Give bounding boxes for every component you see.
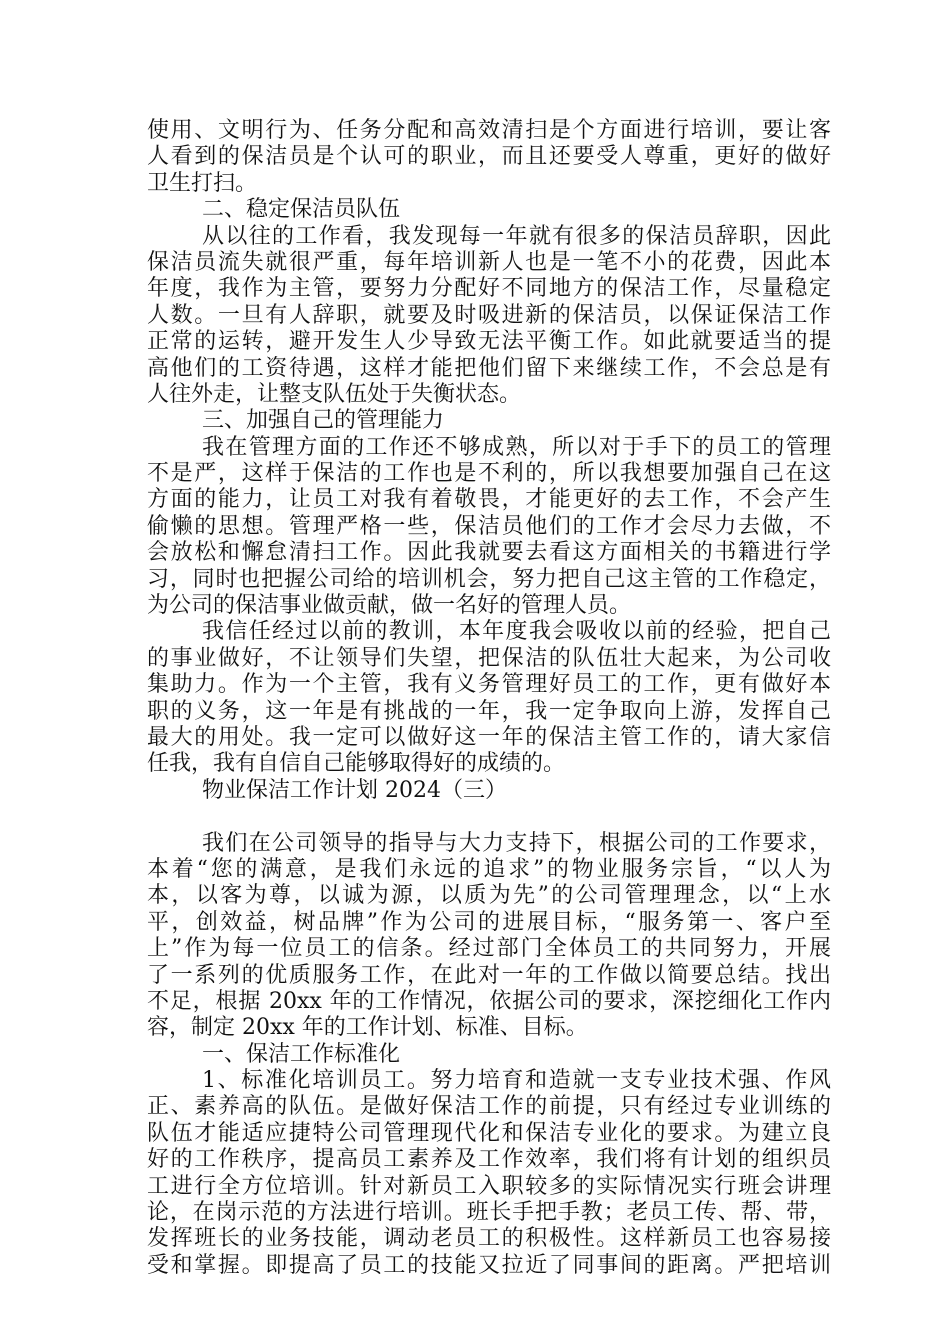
text-line: 人看到的保洁员是个认可的职业，而且还要受人尊重，更好的做好 [147,144,831,170]
text-line: 保洁员流失就很严重，每年培训新人也是一笔不小的花费，因此本 [147,249,831,275]
text-line: 一、保洁工作标准化 [202,1041,401,1067]
text-line: 发挥班长的业务技能，调动老员工的积极性。这样新员工也容易接 [147,1226,831,1252]
text-line: 上”作为每一位员工的信条。经过部门全体员工的共同努力，开展 [147,936,831,962]
text-line: 容，制定 20xx 年的工作计划、标准、目标。 [147,1015,588,1041]
text-line: 人数。一旦有人辞职，就要及时吸进新的保洁员，以保证保洁工作 [147,302,831,328]
text-line: 集助力。作为一个主管，我有义务管理好员工的工作，更有做好本 [147,672,831,698]
text-line: 二、稳定保洁员队伍 [202,197,401,223]
text-line: 队伍才能适应捷特公司管理现代化和保洁专业化的要求。为建立良 [147,1120,831,1146]
text-line: 最大的用处。我一定可以做好这一年的保洁主管工作的，请大家信 [147,724,831,750]
text-line: 正、素养高的队伍。是做好保洁工作的前提，只有经过专业训练的 [147,1094,831,1120]
text-line: 好的工作秩序，提高员工素养及工作效率，我们将有计划的组织员 [147,1147,831,1173]
text-line: 物业保洁工作计划 2024（三） [202,777,507,803]
text-line: 三、加强自己的管理能力 [202,408,445,434]
text-line: 不足，根据 20xx 年的工作情况，依据公司的要求，深挖细化工作内 [147,988,831,1014]
text-line: 卫生打扫。 [147,170,258,196]
text-line: 论，在岗示范的方法进行培训。班长手把手教；老员工传、帮、带， [147,1200,831,1226]
text-line: 习，同时也把握公司给的培训机会，努力把自己这主管的工作稳定， [147,566,831,592]
text-line: 正常的运转，避开发生人少导致无法平衡工作。如此就要适当的提 [147,329,831,355]
text-line: 会放松和懈怠清扫工作。因此我就要去看这方面相关的书籍进行学 [147,540,831,566]
text-line: 偷懒的思想。管理严格一些，保洁员他们的工作才会尽力去做，不 [147,513,831,539]
text-line: 我信任经过以前的教训，本年度我会吸收以前的经验，把自己 [202,619,831,645]
text-line: 任我，我有自信自己能够取得好的成绩的。 [147,751,566,777]
text-line: 的事业做好，不让领导们失望，把保洁的队伍壮大起来，为公司收 [147,645,831,671]
text-line: 为公司的保洁事业做贡献，做一名好的管理人员。 [147,593,632,619]
text-line: 1、标准化培训员工。努力培育和造就一支专业技术强、作风 [202,1068,831,1094]
text-line: 本，以客为尊，以诚为源，以质为先”的公司管理理念，以“上水 [147,883,831,909]
text-line: 受和掌握。即提高了员工的技能又拉近了同事间的距离。严把培训 [147,1252,831,1278]
document-body [147,118,831,1279]
text-line: 职的义务，这一年是有挑战的一年，我一定争取向上游，发挥自己 [147,698,831,724]
text-line: 平，创效益，树品牌”作为公司的进展目标，“服务第一、客户至 [147,909,831,935]
text-line: 本着“您的满意，是我们永远的追求”的物业服务宗旨，“以人为 [147,856,831,882]
text-line: 使用、文明行为、任务分配和高效清扫是个方面进行培训，要让客 [147,118,831,143]
text-line: 我在管理方面的工作还不够成熟，所以对于手下的员工的管理 [202,434,831,460]
text-line: 人往外走，让整支队伍处于失衡状态。 [147,381,522,407]
text-line: 工进行全方位培训。针对新员工入职较多的实际情况实行班会讲理 [147,1173,831,1199]
text-line: 高他们的工资待遇，这样才能把他们留下来继续工作，不会总是有 [147,355,831,381]
blank-line [147,804,831,830]
text-line: 方面的能力，让员工对我有着敬畏，才能更好的去工作，不会产生 [147,487,831,513]
text-line: 年度，我作为主管，要努力分配好不同地方的保洁工作，尽量稳定 [147,276,831,302]
text-line: 我们在公司领导的指导与大力支持下，根据公司的工作要求， [202,830,831,856]
text-line: 了一系列的优质服务工作，在此对一年的工作做以简要总结。找出 [147,962,831,988]
text-line: 从以往的工作看，我发现每一年就有很多的保洁员辞职，因此 [202,223,831,249]
text-line: 不是严，这样于保洁的工作也是不利的，所以我想要加强自己在这 [147,461,831,487]
